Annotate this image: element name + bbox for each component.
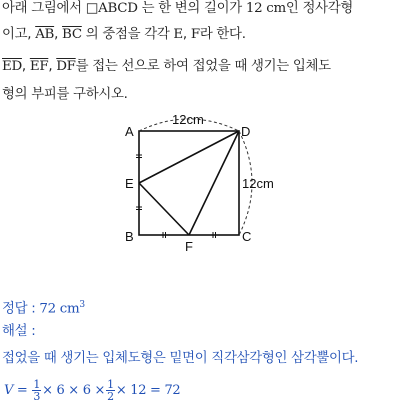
segment-ed: $\overline{ED}$ [2,59,22,74]
segment-ef: $\overline{EF}$ [29,59,49,74]
explanation-text: 접었을 때 생기는 입체도형은 밑면이 직각삼각형인 삼각뿔이다. [2,351,359,366]
segment-bc: $\overline{BC}$ [62,27,82,42]
fraction-numerator: 1 [107,378,114,391]
point-f: F [190,27,200,42]
formula-equals: = [13,383,32,398]
segment-ab: $\overline{AB}$ [35,27,55,42]
vertex-label-b: B [125,229,134,244]
top-length-label: 12cm [172,112,204,127]
vertex-label-f: F [185,239,193,254]
problem-text: 를 접는 선으로 하여 접었을 때 생기는 입체도 [75,59,331,74]
problem-text: , [54,27,63,42]
problem-line-3 [2,58,331,76]
fraction-denominator: 3 [33,390,41,403]
answer-exponent: 3 [79,300,85,310]
problem-text: 인 정사각형 [285,1,354,16]
segment-ed-line [139,131,239,183]
problem-text: 형의 부피를 구하시오. [2,87,128,102]
vertex-label-d: D [241,124,251,139]
square-symbol: □ [85,1,99,16]
point-e: E [173,27,183,42]
side-length: 12 cm [245,1,286,16]
formula-term: × 12 = 72 [115,383,181,398]
problem-text: 라 한다. [199,27,246,42]
answer-value: 72 cm [39,301,80,317]
square-fold-figure [115,111,285,257]
vertex-label-e: E [125,176,134,191]
fraction-denominator: 2 [107,390,114,403]
volume-formula [4,376,180,406]
problem-line-2 [2,26,246,44]
problem-text: , [182,27,191,42]
segment-df-line [189,131,239,235]
right-length-label: 12cm [242,176,274,191]
problem-text: , [48,59,57,74]
formula-lhs: V [4,383,14,398]
fraction-one-third [32,379,41,402]
problem-text: 이고, [2,27,36,42]
square-name: ABCD [98,1,138,16]
problem-line-4 [2,86,128,104]
problem-text: 아래 그림에서 [2,1,86,16]
fraction-numerator: 1 [33,378,41,391]
square-abcd [139,131,239,235]
fraction-one-half [106,379,115,402]
problem-text: 는 한 변의 길이가 [137,1,246,16]
vertex-label-a: A [125,124,134,139]
problem-line-1 [2,0,353,18]
formula-term: × 6 × 6 × [42,383,106,398]
segment-ef-line [139,183,189,235]
segment-df: $\overline{DF}$ [56,59,76,74]
problem-text: , [21,59,30,74]
answer-line [2,296,85,318]
problem-text: 의 중점을 각각 [81,27,174,42]
vertex-label-c: C [242,229,252,244]
answer-label: 정답 : [2,301,40,317]
explanation-label: 해설 : [2,324,36,339]
